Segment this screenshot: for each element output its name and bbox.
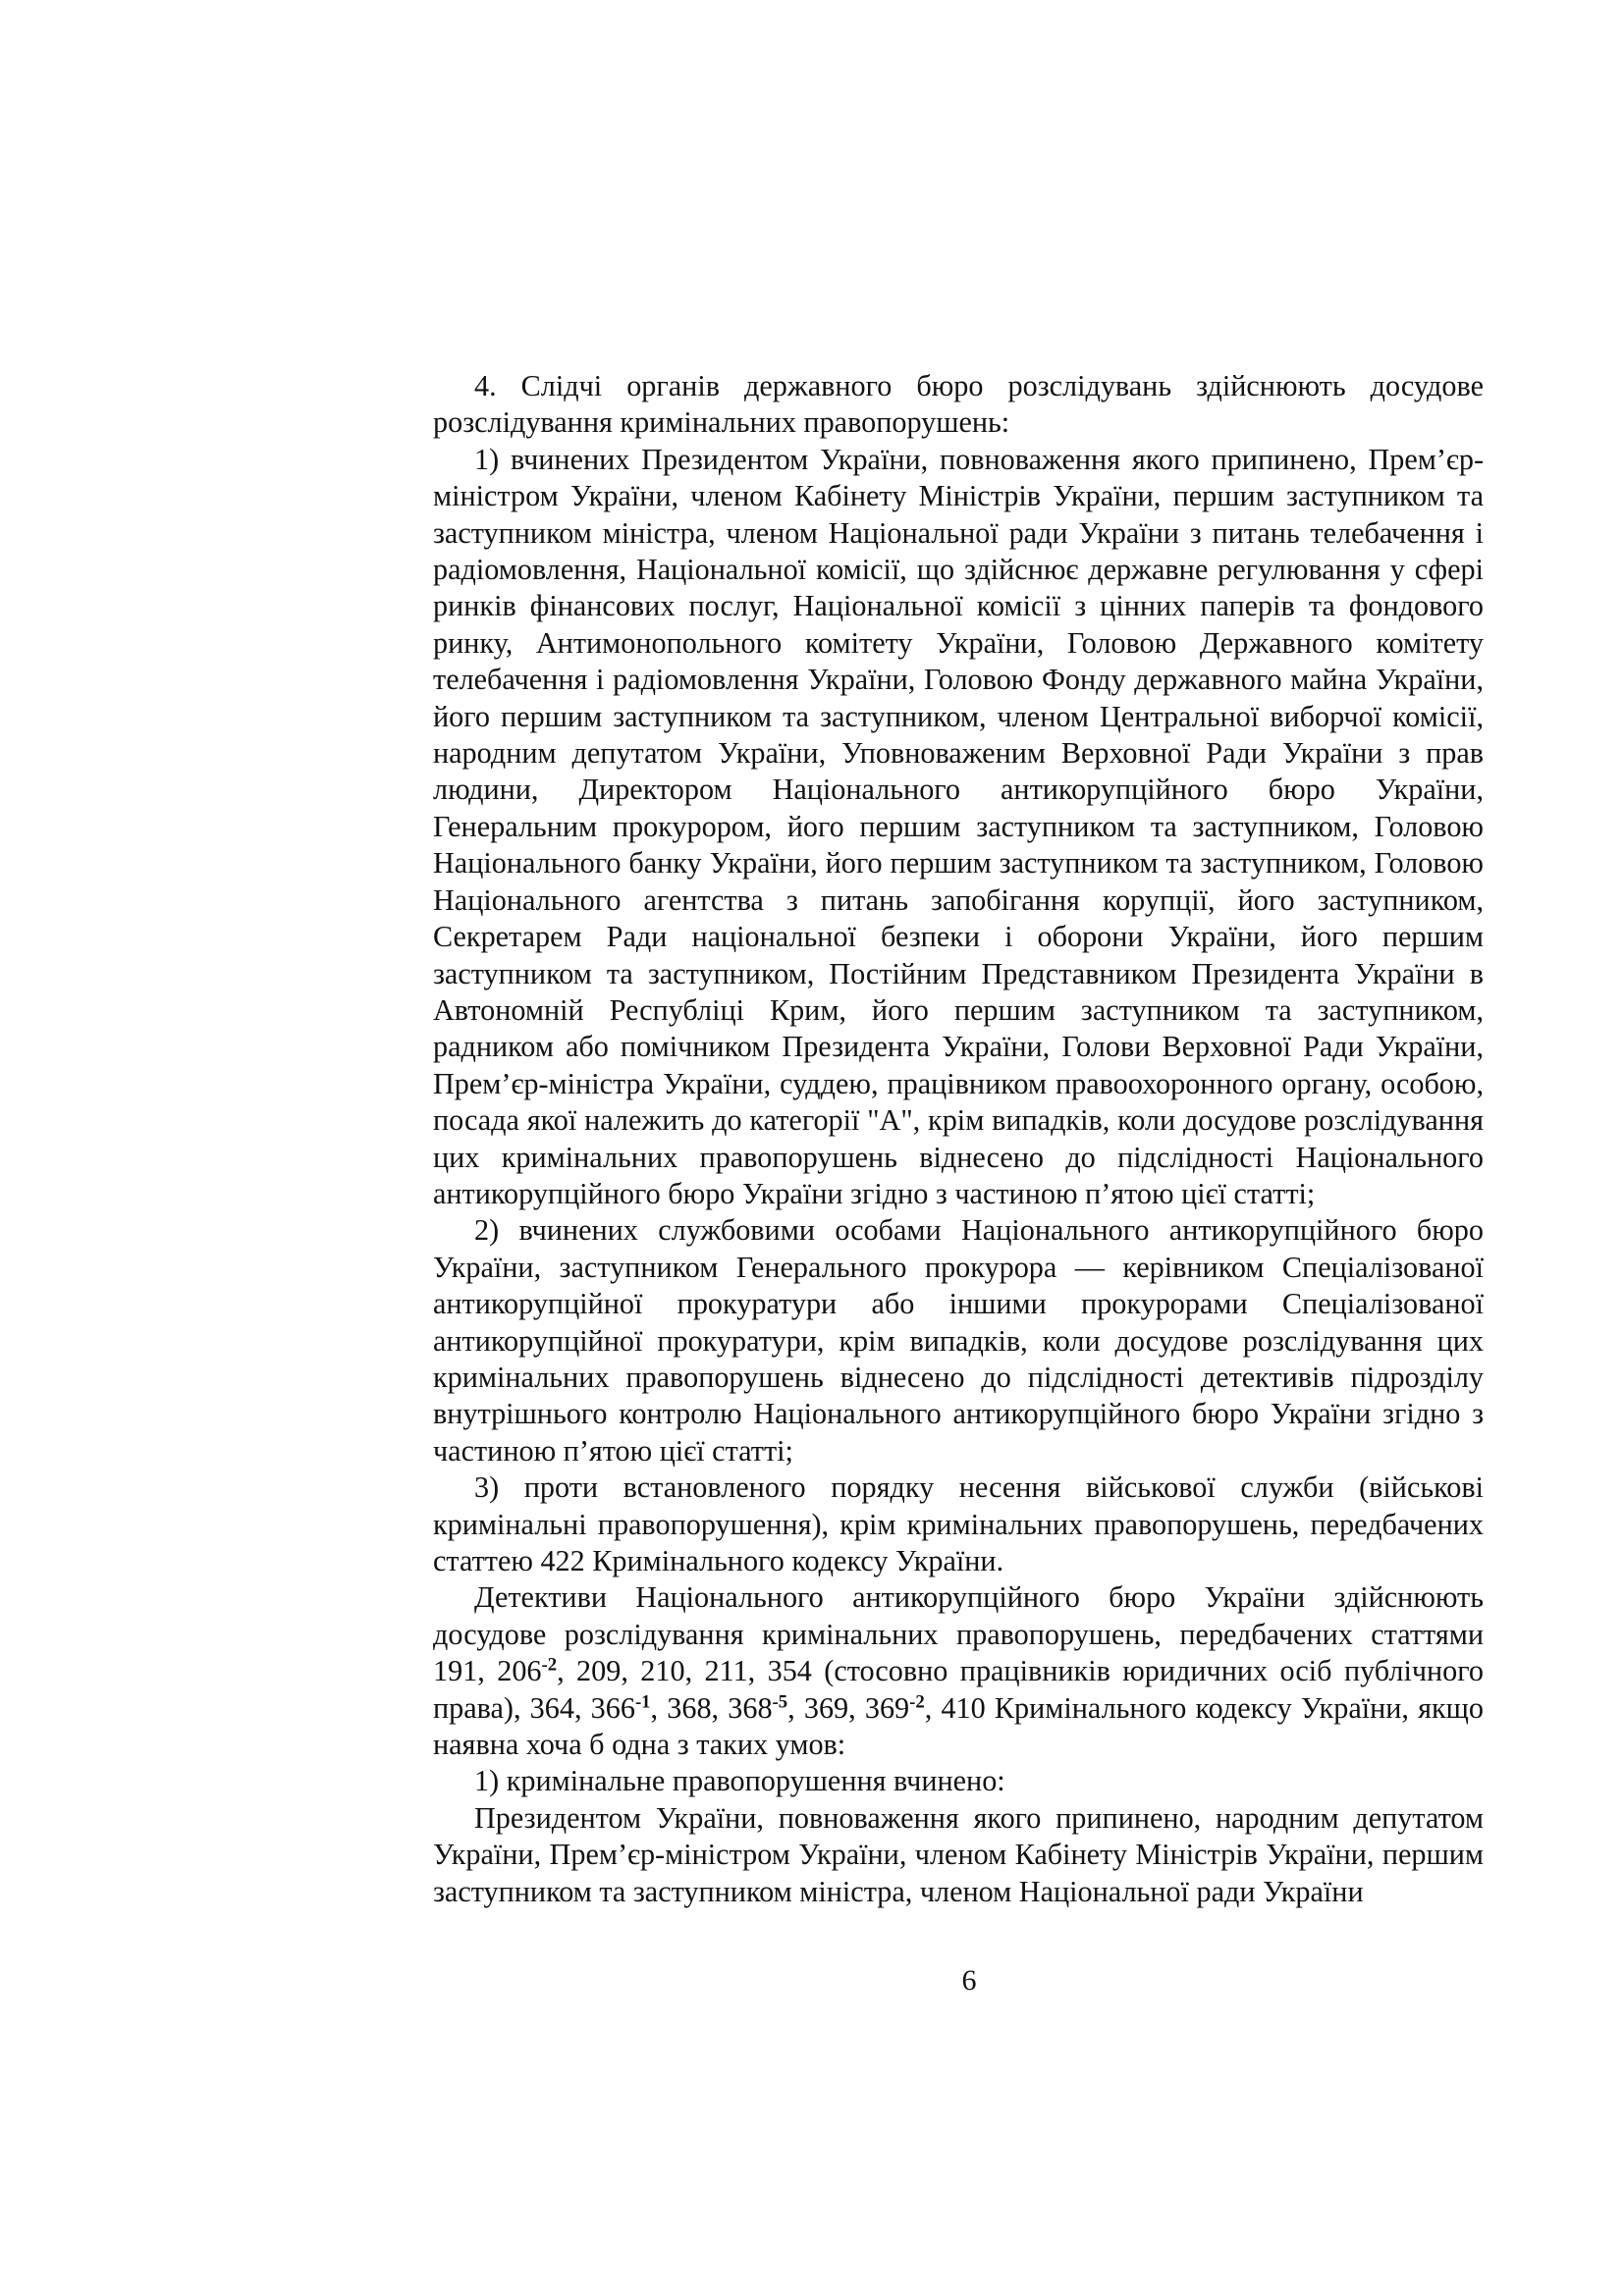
article-superscript-3: -5 [772,1691,788,1713]
paragraph-condition-1-detail: Президентом України, повноваження якого припинено, народним депутатом України, Прем’єр-міністром України, членом Кабінету Міністрів України, першим заступником та заступником міністра, членом Національної ради України [433,1800,1484,1908]
article-superscript-4: -2 [909,1691,925,1713]
paragraph-item-3: 3) проти встановленого порядку несення військової служби (військові кримінальні правопорушення), крім кримінальних правопорушень, передбачених статтею 422 Кримінального кодексу України. [433,1470,1484,1577]
paragraph-item-2: 2) вчинених службовими особами Національного антикорупційного бюро України, заступником Генерального прокурора — керівником Спеціалізованої антикорупційної прокуратури або іншими прокурорами Спеціалізованої антикорупційної прокуратури, крім випадків, коли досудове розслідування цих кримінальних правопорушень віднесено до підслідності детективів підрозділу внутрішнього контролю Національного антикорупційного бюро України згідно з частиною п’ятою цієї статті; [433,1213,1484,1468]
paragraph-intro: 4. Слідчі органів державного бюро розслідувань здійснюють досудове розслідування кримінальних правопорушень: [433,369,1484,440]
article-superscript-2: -1 [634,1691,651,1713]
detectives-text-part-2: , 209, 210, 211, 354 (стосовно працівників юридичних осіб публічного права), 364, 366 [433,1654,1485,1725]
detectives-text-part-3: , 368, 368 [650,1690,773,1725]
detectives-text-part-4: , 369, 369 [787,1690,910,1725]
detectives-text-part-5: , 410 Кримінального кодексу України, якщо наявна хоча б одна з таких умов: [433,1690,1485,1762]
article-superscript-1: -2 [541,1654,558,1676]
detectives-text-part-1: Детективи Національного антикорупційного бюро України здійснюють досудове розслідування кримінальних правопорушень, передбачених статтями 191, 206 [433,1580,1484,1688]
paragraph-item-1: 1) вчинених Президентом України, повноваження якого припинено, Прем’єр-міністром України, членом Кабінету Міністрів України, першим заступником та заступником міністра, членом Національної ради України з питань телебачення і радіомовлення, Національної комісії, що здійснює державне регулювання у сфері ринків фінансових послуг, Національної комісії з цінних паперів та фондового ринку, Антимонопольного комітету України, Головою Державного комітету телебачення і радіомовлення України, Головою Фонду державного майна України, його першим заступником та заступником, членом Центральної виборчої комісії, народним депутатом України, Уповноваженим Верховної Ради України з прав людини, Директором Національного антикорупційного бюро України, Генеральним прокурором, його першим заступником та заступником, Головою Національного банку України, його першим заступником та заступником, Головою Національного агентства з питань запобігання корупції, його заступником, Секретарем Ради національної безпеки і оборони України, його першим заступником та заступником, Постійним Представником Президента України в Автономній Республіці Крим, його першим заступником та заступником, радником або помічником Президента України, Голови Верховної Ради України, Прем’єр-міністра України, суддею, працівником правоохоронного органу, особою, посада якої належить до категорії "А", крім випадків, коли досудове розслідування цих кримінальних правопорушень віднесено до підслідності Національного антикорупційного бюро України згідно з частиною п’ятою цієї статті; [433,442,1484,1210]
paragraph-condition-1: 1) кримінальне правопорушення вчинено: [474,1764,1005,1798]
page-number: 6 [961,1964,977,1997]
paragraph-detectives [433,1579,1484,1763]
page-body [433,368,1484,1910]
